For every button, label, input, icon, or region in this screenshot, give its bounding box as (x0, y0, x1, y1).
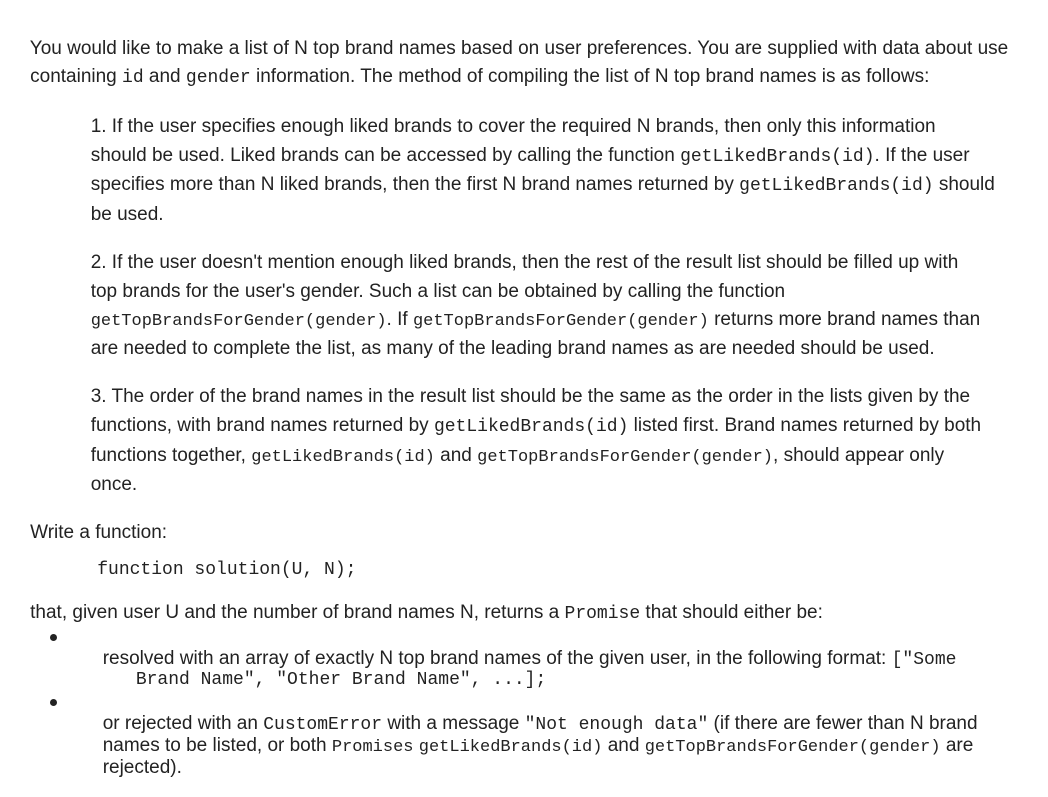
write-function-text: Write a function: (30, 522, 168, 543)
code-getlikedbrands: getLikedBrands(id) (680, 147, 875, 167)
code-gettopbrandsforgender: getTopBrandsForGender(gender) (90, 312, 387, 331)
signature-code: function solution(U, N); (97, 560, 357, 580)
code-promise: Promise (564, 604, 641, 624)
code-getlikedbrands: getLikedBrands(id) (739, 176, 934, 196)
rule-text: should (933, 174, 995, 195)
rule-text: top brands for the user's gender. Such a list can be obtained by calling the function (90, 281, 786, 302)
code-gender: gender (185, 68, 251, 88)
bullet-icon (50, 699, 57, 706)
rule-text: functions together, (90, 445, 252, 466)
code-getlikedbrands: getLikedBrands(id) (251, 448, 435, 467)
rule-text: listed first. Brand names returned by both (628, 415, 982, 436)
outcome-text: resolved with an array of exactly N top brand names of the given user, in the following format: (102, 648, 892, 669)
rule-text: , should appear only (773, 445, 945, 466)
returns-text: that, given user U and the number of brand names N, returns a (30, 602, 565, 623)
intro-text: containing (30, 66, 123, 87)
rule-text: once. (90, 474, 138, 495)
rule-text: and (434, 445, 478, 466)
rule-text: 1. If the user specifies enough liked brands to cover the required N brands, then only this information (90, 116, 936, 137)
outcome-text: (if there are fewer than N brand (708, 713, 978, 734)
code-customerror: CustomError (263, 715, 383, 735)
rule-text: should be used. Liked brands can be accessed by calling the function (90, 145, 681, 166)
bullet-icon (50, 634, 57, 641)
rule-1-line-3 (59, 156, 995, 214)
code-gettopbrandsforgender: getTopBrandsForGender(gender) (412, 312, 709, 331)
code-not-enough-data: "Not enough data" (524, 715, 709, 735)
rule-text: functions, with brand names returned by (90, 415, 434, 436)
outcome-text: are (940, 735, 974, 756)
code-promises: Promises (331, 738, 414, 757)
rule-text: returns more brand names than (708, 309, 981, 330)
rule-text: . If (386, 309, 413, 330)
rule-text: are needed to complete the list, as many of the leading brand names as are needed should be used. (90, 338, 935, 359)
code-format-rest: Brand Name", "Other Brand Name", ...]; (135, 670, 547, 690)
code-getlikedbrands: getLikedBrands(id) (433, 417, 629, 437)
intro-text: information. The method of compiling the list of N top brand names is as follows: (250, 66, 930, 87)
outcome-text: with a message (382, 713, 525, 734)
returns-text: that should either be: (640, 602, 823, 623)
outcome-text: rejected). (102, 757, 182, 778)
code-getlikedbrands: getLikedBrands(id) (418, 738, 603, 757)
outcome-rejected-line-2 (71, 717, 973, 775)
outcome-text: or rejected with an (102, 713, 264, 734)
rule-3-line-3 (59, 427, 944, 485)
code-gettopbrandsforgender: getTopBrandsForGender(gender) (477, 448, 774, 467)
intro-text: You would like to make a list of N top brand names based on user preferences. You are supplied with data about use (29, 38, 1009, 59)
intro-text: and (143, 66, 186, 87)
rule-text: 2. If the user doesn't mention enough liked brands, then the rest of the result list should be filled up with (90, 252, 959, 273)
rule-text: be used. (90, 204, 164, 225)
rule-text: specifies more than N liked brands, then the first N brand names returned by (90, 174, 740, 195)
outcome-rejected-line-3 (71, 739, 182, 796)
rule-text: . If the user (874, 145, 970, 166)
rule-text: 3. The order of the brand names in the result list should be the same as the order in the lists given by the (90, 386, 971, 407)
outcome-text: names to be listed, or both (102, 735, 332, 756)
code-id: id (122, 68, 144, 88)
code-format-start: ["Some (891, 650, 957, 670)
outcome-text: and (602, 735, 645, 756)
code-gettopbrandsforgender: getTopBrandsForGender(gender) (644, 738, 941, 757)
